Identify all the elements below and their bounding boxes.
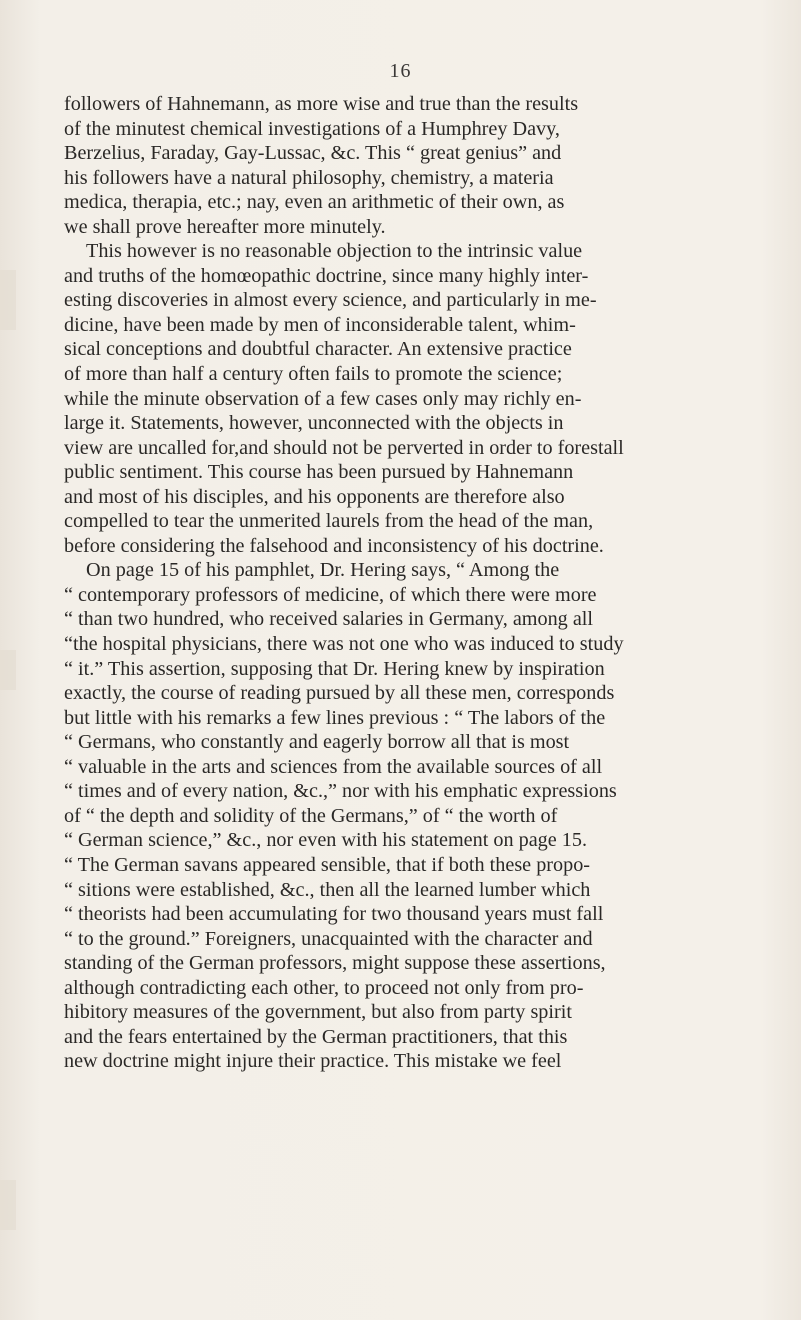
text-line: “ times and of every nation, &c.,” nor with his emphatic expressions [64, 780, 617, 803]
text-line: “ contemporary professors of medicine, of which there were more [64, 583, 597, 606]
text-line: his followers have a natural philosophy, chemistry, a materia [64, 166, 554, 189]
text-line: dicine, have been made by men of inconsiderable talent, whim- [64, 313, 576, 336]
text-line: new doctrine might injure their practice. This mistake we feel [64, 1050, 562, 1073]
text-line: standing of the German professors, might suppose these assertions, [64, 952, 606, 975]
text-line: On page 15 of his pamphlet, Dr. Hering says, “ Among the [86, 559, 560, 582]
text-line: we shall prove hereafter more minutely. [64, 215, 386, 238]
text-line: and truths of the homœopathic doctrine, since many highly inter- [64, 264, 589, 287]
text-line: public sentiment. This course has been pursued by Hahnemann [64, 461, 574, 484]
text-line: “the hospital physicians, there was not one who was induced to study [64, 633, 624, 656]
text-line: and the fears entertained by the German practitioners, that this [64, 1025, 568, 1048]
text-line: but little with his remarks a few lines previous : “ The labors of the [64, 706, 606, 729]
text-line: of more than half a century often fails to promote the science; [64, 363, 563, 386]
text-line: “ The German savans appeared sensible, that if both these propo- [64, 853, 591, 876]
text-line: before considering the falsehood and inconsistency of his doctrine. [64, 534, 604, 557]
text-line: while the minute observation of a few cases only may richly en- [64, 387, 582, 410]
margin-stain [0, 270, 16, 330]
text-line: This however is no reasonable objection to the intrinsic value [86, 240, 583, 263]
text-line: of the minutest chemical investigations of a Humphrey Davy, [64, 117, 560, 140]
text-line: large it. Statements, however, unconnected with the objects in [64, 412, 564, 435]
margin-stain [0, 1180, 16, 1230]
text-line: “ to the ground.” Foreigners, unacquainted with the character and [64, 927, 593, 950]
margin-stain [0, 650, 16, 690]
text-line: hibitory measures of the government, but also from party spirit [64, 1001, 572, 1024]
body-text [64, 92, 801, 1074]
text-line: compelled to tear the unmerited laurels from the head of the man, [64, 510, 594, 533]
text-line: “ sitions were established, &c., then all the learned lumber which [64, 878, 591, 901]
text-line: “ German science,” &c., nor even with his statement on page 15. [64, 829, 588, 852]
text-line: and most of his disciples, and his opponents are therefore also [64, 485, 565, 508]
text-line: “ theorists had been accumulating for two thousand years must fall [64, 903, 604, 926]
text-line: sical conceptions and doubtful character. An extensive practice [64, 338, 572, 361]
text-line: exactly, the course of reading pursued by all these men, corresponds [64, 682, 615, 705]
text-line: view are uncalled for,and should not be perverted in order to forestall [64, 436, 624, 459]
text-line: “ valuable in the arts and sciences from the available sources of all [64, 755, 603, 778]
text-line: “ Germans, who constantly and eagerly borrow all that is most [64, 731, 570, 754]
text-line: followers of Hahnemann, as more wise and true than the results [64, 93, 579, 115]
text-line: medica, therapia, etc.; nay, even an arithmetic of their own, as [64, 191, 565, 214]
text-line: esting discoveries in almost every science, and particularly in me- [64, 289, 597, 312]
text-line: although contradicting each other, to proceed not only from pro- [64, 976, 584, 999]
text-line: “ than two hundred, who received salaries in Germany, among all [64, 608, 593, 631]
text-line: Berzelius, Faraday, Gay-Lussac, &c. This “ great genius” and [64, 142, 562, 165]
page-number: 16 [389, 60, 412, 82]
text-line: “ it.” This assertion, supposing that Dr. Hering knew by inspiration [64, 657, 605, 680]
text-line: of “ the depth and solidity of the Germans,” of “ the worth of [64, 804, 558, 827]
